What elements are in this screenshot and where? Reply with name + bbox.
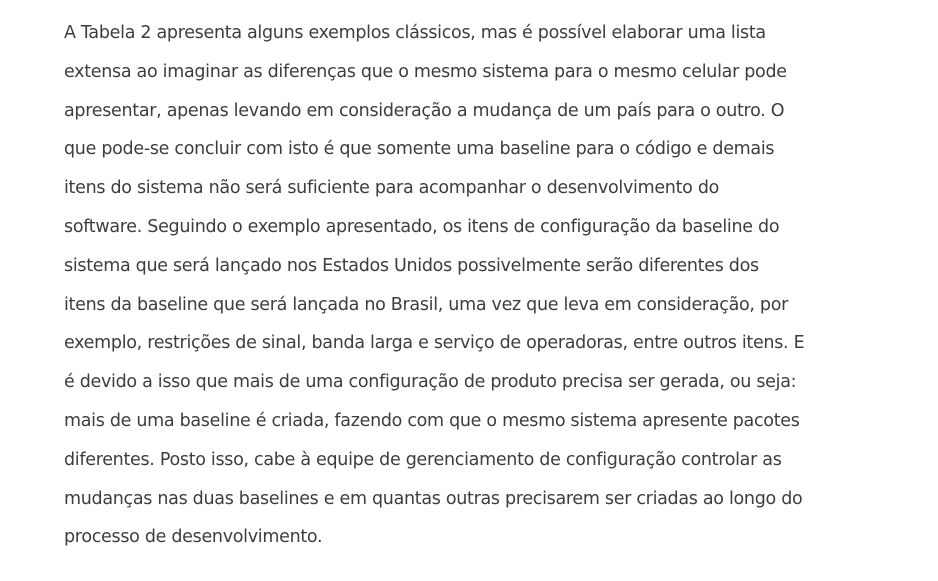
paragraph-line: diferentes. Posto isso, cabe à equipe de gerenciamento de configuração controlar as [64, 449, 782, 470]
paragraph-line: exemplo, restrições de sinal, banda larga e serviço de operadoras, entre outros itens. E [64, 333, 805, 354]
paragraph-line: software. Seguindo o exemplo apresentado, os itens de configuração da baseline do [64, 216, 780, 237]
paragraph-line: é devido a isso que mais de uma configuração de produto precisa ser gerada, ou seja: [64, 372, 797, 393]
paragraph-line: processo de desenvolvimento. [64, 527, 323, 548]
paragraph-line: que pode-se concluir com isto é que somente uma baseline para o código e demais [64, 139, 775, 160]
paragraph-line: sistema que será lançado nos Estados Unidos possivelmente serão diferentes dos [64, 255, 759, 276]
paragraph-line: apresentar, apenas levando em consideração a mudança de um país para o outro. O [64, 100, 785, 121]
paragraph-line: extensa ao imaginar as diferenças que o mesmo sistema para o mesmo celular pode [64, 61, 787, 82]
paragraph-line: itens do sistema não será suficiente para acompanhar o desenvolvimento do [64, 178, 720, 199]
paragraph-line: mudanças nas duas baselines e em quantas outras precisarem ser criadas ao longo do [64, 488, 803, 509]
body-paragraph [64, 14, 914, 557]
paragraph-line: itens da baseline que será lançada no Brasil, uma vez que leva em consideração, por [64, 294, 789, 315]
paragraph-line: A Tabela 2 apresenta alguns exemplos clássicos, mas é possível elaborar uma lista [64, 23, 766, 43]
paragraph-line: mais de uma baseline é criada, fazendo com que o mesmo sistema apresente pacotes [64, 410, 800, 431]
